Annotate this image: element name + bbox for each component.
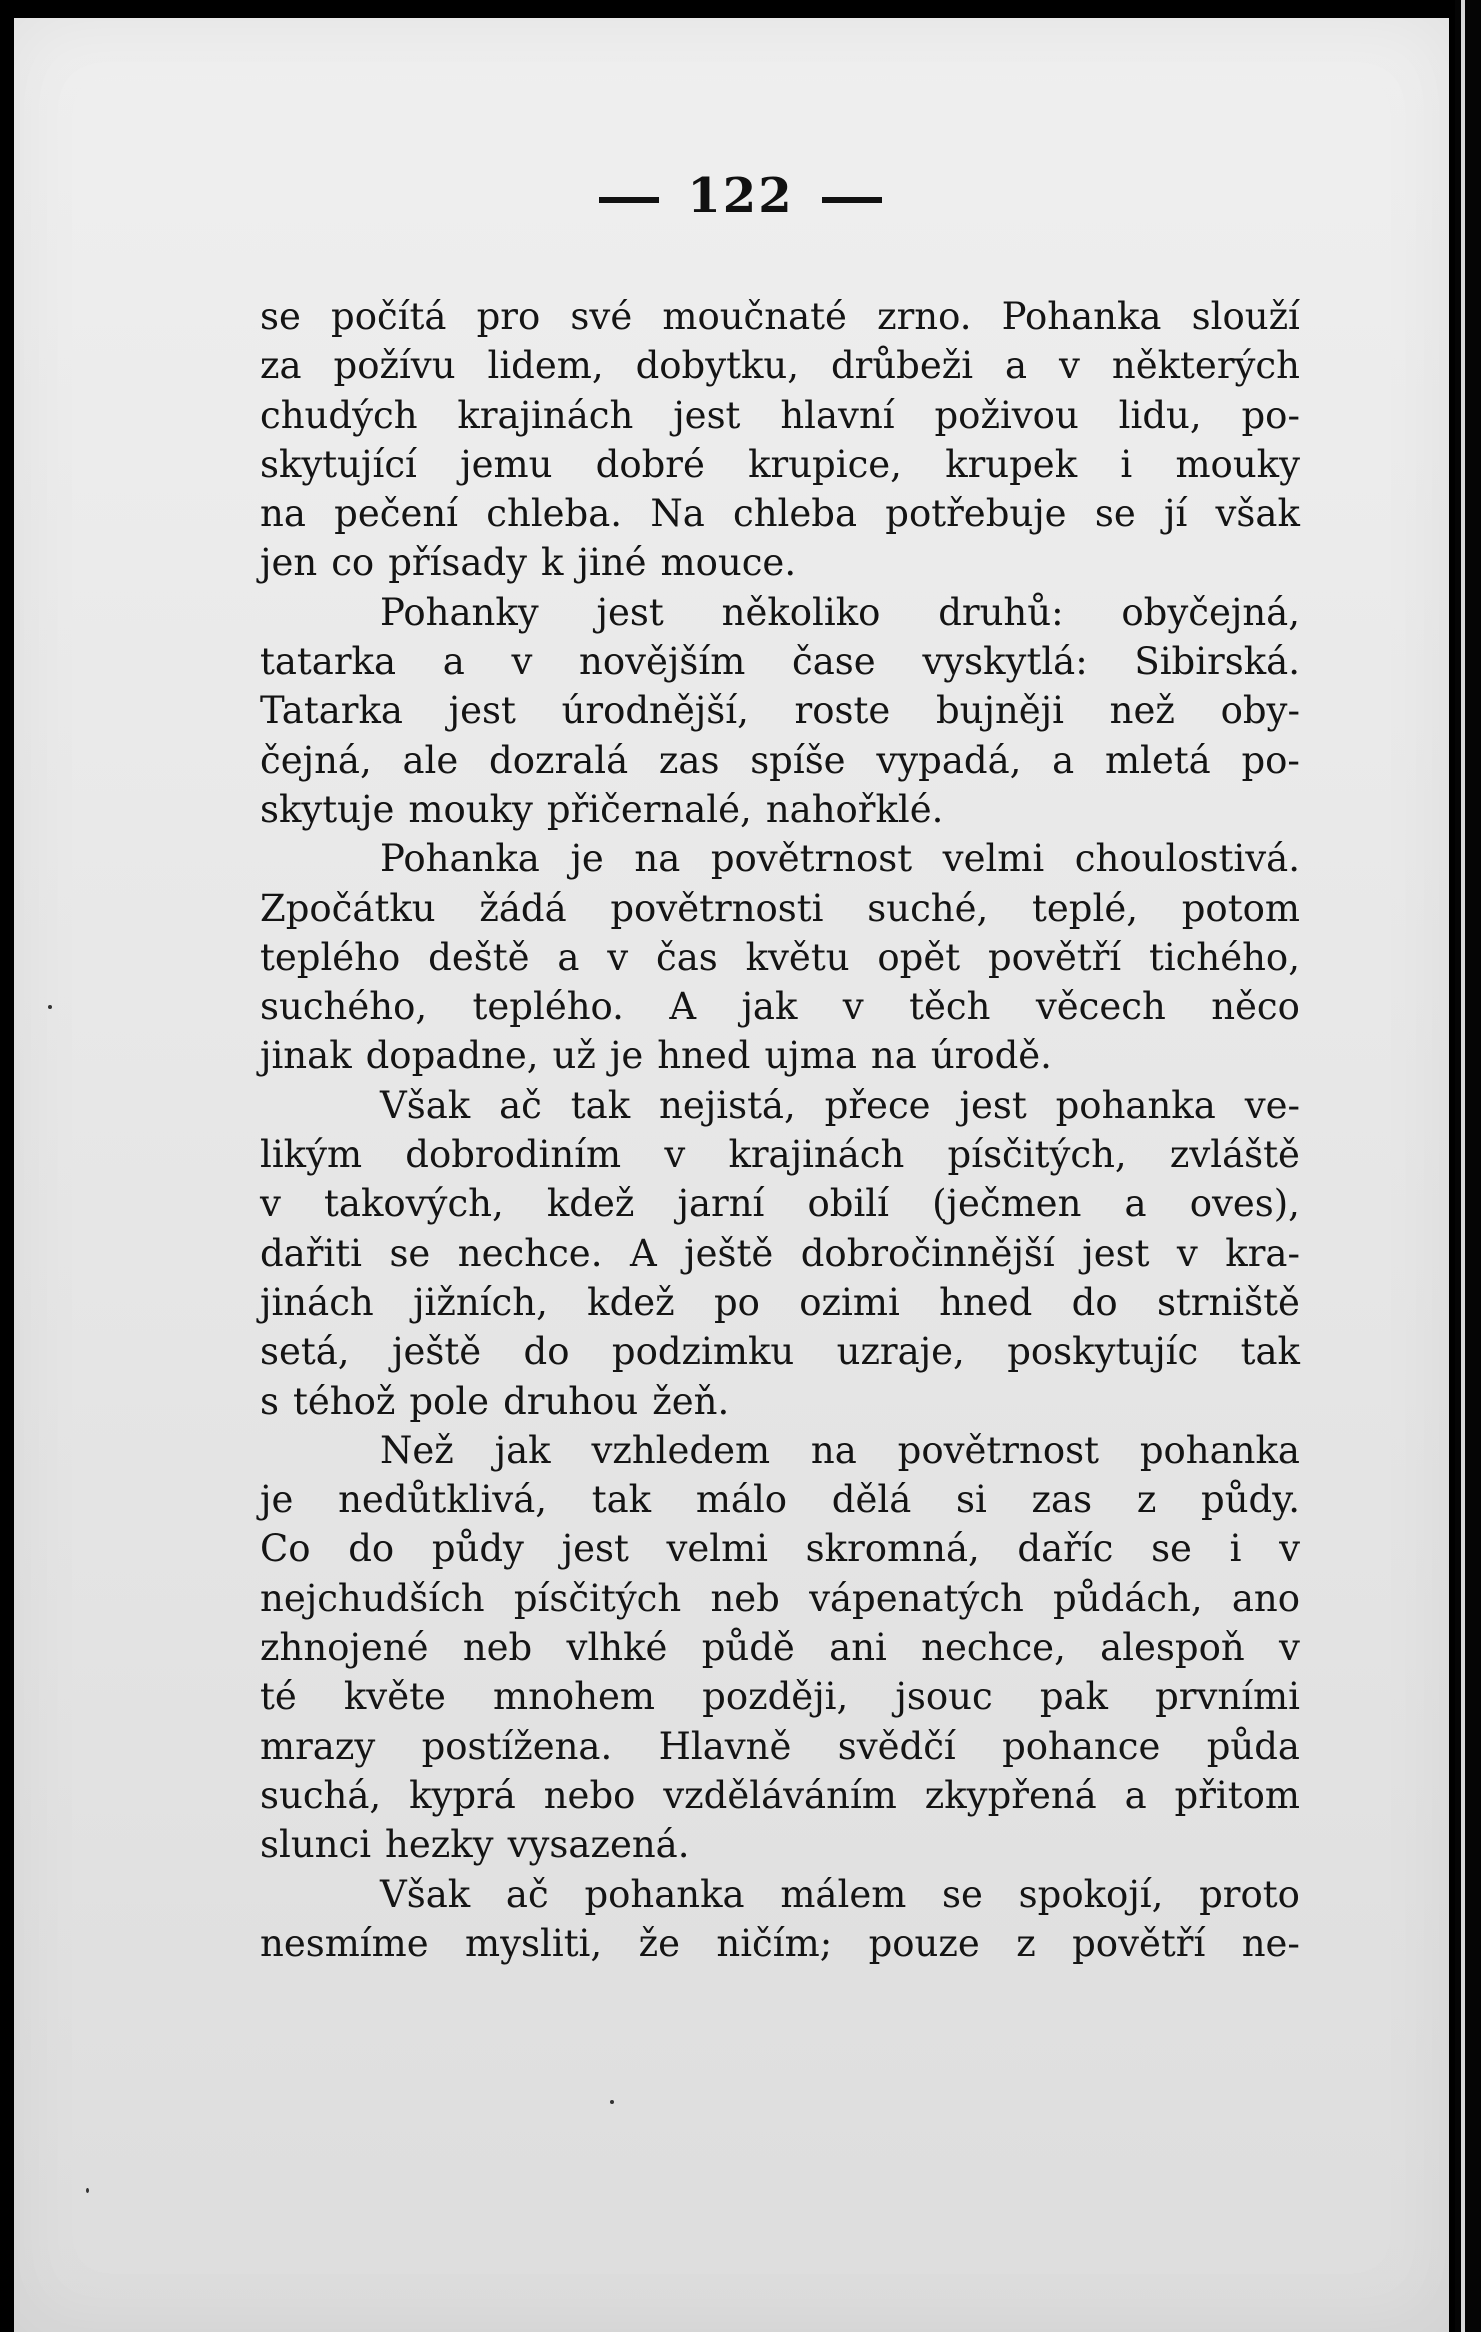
word: půdy bbox=[431, 1527, 524, 1571]
word: tak bbox=[591, 1478, 652, 1522]
word: teplého bbox=[260, 935, 401, 979]
word: Hlavně bbox=[658, 1724, 792, 1768]
word: své bbox=[570, 295, 633, 338]
word: deště bbox=[428, 935, 530, 979]
word: písčitých bbox=[513, 1576, 682, 1620]
word: jest bbox=[959, 1083, 1027, 1127]
word: některých bbox=[1111, 344, 1300, 388]
word: krajinách bbox=[728, 1133, 905, 1177]
text-line bbox=[260, 1870, 1300, 1919]
word: mletá bbox=[1104, 738, 1211, 782]
body-text bbox=[260, 292, 1300, 1968]
word: písčitých, bbox=[947, 1133, 1127, 1177]
word: ač bbox=[499, 1083, 542, 1127]
word: v bbox=[664, 1133, 686, 1177]
word: čase bbox=[791, 640, 876, 684]
word: skromná, bbox=[805, 1527, 980, 1571]
word: málo bbox=[695, 1478, 788, 1522]
word: jest bbox=[448, 689, 516, 733]
word: v bbox=[260, 1182, 281, 1226]
word: na bbox=[810, 1428, 857, 1472]
paper-speck bbox=[86, 2188, 89, 2193]
text-line bbox=[260, 588, 1300, 637]
word: a bbox=[557, 935, 580, 979]
word: těch bbox=[909, 985, 991, 1029]
word: po bbox=[713, 1280, 760, 1324]
word: poskytujíc bbox=[1007, 1330, 1199, 1374]
word: dobrodiním bbox=[405, 1133, 622, 1177]
word: ničím; bbox=[716, 1921, 833, 1965]
word: nedůtklivá, bbox=[338, 1478, 548, 1522]
word: obyčejná, bbox=[1121, 590, 1300, 634]
word: strniště bbox=[1156, 1280, 1300, 1324]
text-line bbox=[260, 1771, 1300, 1820]
word: chleba. bbox=[486, 492, 623, 536]
word: Pohanky bbox=[380, 590, 539, 634]
word: jinách bbox=[260, 1280, 374, 1324]
word: poživou bbox=[934, 393, 1079, 437]
word: hlavní bbox=[780, 393, 895, 437]
word: jak bbox=[741, 985, 798, 1029]
word: v bbox=[1176, 1231, 1198, 1275]
word: a bbox=[442, 640, 465, 684]
word: kyprá bbox=[409, 1773, 516, 1817]
word: suchého, bbox=[260, 985, 428, 1029]
word: přičernalé, bbox=[546, 787, 752, 831]
word: dařiti bbox=[260, 1231, 362, 1275]
word: v bbox=[511, 640, 533, 684]
word: velmi bbox=[942, 837, 1045, 881]
word: suchá, bbox=[260, 1773, 382, 1817]
word: Co bbox=[260, 1527, 311, 1571]
text-line bbox=[260, 1327, 1300, 1376]
word: na bbox=[634, 837, 681, 881]
word: mnohem bbox=[493, 1675, 656, 1719]
word: povětří bbox=[987, 935, 1122, 979]
word: květe bbox=[343, 1675, 446, 1719]
word: ještě bbox=[391, 1330, 482, 1374]
word: nejistá, bbox=[659, 1083, 796, 1127]
text-line bbox=[260, 1820, 1300, 1869]
word: bujněji bbox=[935, 689, 1064, 733]
word: něco bbox=[1211, 985, 1300, 1029]
word: pohanka bbox=[1139, 1428, 1300, 1472]
header-dash-right bbox=[822, 197, 882, 203]
word: novějším bbox=[579, 640, 746, 684]
word: alespoň bbox=[1100, 1626, 1245, 1670]
word: Pohanka bbox=[1001, 295, 1162, 338]
word: jarní bbox=[677, 1182, 765, 1226]
word: vlhké bbox=[566, 1626, 668, 1670]
word: zas bbox=[1031, 1478, 1093, 1522]
word: suché, bbox=[867, 886, 989, 930]
word: jak bbox=[494, 1428, 551, 1472]
word: Pohanka bbox=[380, 837, 540, 881]
page-number: 122 bbox=[687, 168, 794, 224]
word: drůbeži bbox=[830, 344, 974, 388]
word: teplé, bbox=[1032, 886, 1138, 930]
word: uzraje, bbox=[836, 1330, 965, 1374]
word: zas bbox=[658, 738, 720, 782]
text-line bbox=[260, 1475, 1300, 1524]
word: z bbox=[1136, 1478, 1157, 1522]
text-line bbox=[260, 1031, 1300, 1080]
word: ještě bbox=[684, 1231, 774, 1275]
word: opět bbox=[877, 935, 961, 979]
text-line bbox=[260, 933, 1300, 982]
word: ano bbox=[1231, 1576, 1300, 1620]
word: té bbox=[260, 1675, 297, 1719]
word: žádá bbox=[479, 886, 567, 930]
word: vzděláváním bbox=[663, 1773, 897, 1817]
word: je bbox=[609, 1034, 644, 1078]
text-line bbox=[260, 736, 1300, 785]
word: se bbox=[1151, 1527, 1192, 1571]
text-line bbox=[260, 785, 1300, 834]
word: však bbox=[1215, 492, 1300, 536]
text-line bbox=[260, 1919, 1300, 1968]
word: chleba bbox=[733, 492, 858, 536]
word: jižních, bbox=[413, 1280, 548, 1324]
word: přísady bbox=[388, 541, 528, 585]
word: hned bbox=[657, 1034, 751, 1078]
word: jemu bbox=[460, 442, 553, 486]
word: ozimi bbox=[799, 1280, 900, 1324]
word: Však bbox=[380, 1872, 471, 1916]
word: pole bbox=[409, 1379, 490, 1423]
word: skytující bbox=[260, 442, 417, 486]
word: ale bbox=[402, 738, 459, 782]
word: co bbox=[331, 541, 375, 585]
word: tichého, bbox=[1148, 935, 1300, 979]
word: vyskytlá: bbox=[922, 640, 1088, 684]
word: a bbox=[1052, 738, 1075, 782]
paper-speck bbox=[48, 1005, 52, 1009]
header-dash-left bbox=[599, 197, 659, 203]
word: potom bbox=[1181, 886, 1300, 930]
word: v bbox=[1279, 1626, 1300, 1670]
word: Však bbox=[380, 1083, 471, 1127]
word: přece bbox=[824, 1083, 931, 1127]
word: krajinách bbox=[457, 393, 634, 437]
word: zvláště bbox=[1169, 1133, 1300, 1177]
word: kra- bbox=[1225, 1231, 1300, 1275]
word: za bbox=[260, 344, 302, 388]
text-line bbox=[260, 391, 1300, 440]
text-line bbox=[260, 341, 1300, 390]
text-line bbox=[260, 489, 1300, 538]
word: Zpočátku bbox=[260, 886, 436, 930]
word: A bbox=[629, 1231, 657, 1275]
word: zhnojené bbox=[260, 1626, 429, 1670]
word: jiné bbox=[577, 541, 647, 585]
word: povětrnost bbox=[897, 1428, 1099, 1472]
word: nechce, bbox=[921, 1626, 1066, 1670]
word: po- bbox=[1241, 393, 1300, 437]
word: na bbox=[870, 1034, 917, 1078]
word: mysliti, bbox=[465, 1921, 603, 1965]
word: a bbox=[1005, 344, 1028, 388]
word: chudých bbox=[260, 393, 418, 437]
word: nahořklé. bbox=[765, 787, 944, 831]
word: vysazená. bbox=[507, 1823, 690, 1867]
word: moučnaté bbox=[662, 295, 847, 338]
word: krupek bbox=[945, 442, 1078, 486]
word: postížena. bbox=[421, 1724, 613, 1768]
word: pouze bbox=[868, 1921, 980, 1965]
word: vypadá, bbox=[876, 738, 1022, 782]
word: mrazy bbox=[260, 1724, 376, 1768]
text-line bbox=[260, 1278, 1300, 1327]
word: už bbox=[552, 1034, 596, 1078]
word: že bbox=[638, 1921, 680, 1965]
word: požívu bbox=[333, 344, 456, 388]
word: úrodnější, bbox=[561, 689, 749, 733]
word: roste bbox=[794, 689, 891, 733]
word: jest bbox=[596, 590, 664, 634]
word: podzimku bbox=[611, 1330, 795, 1374]
word: čas bbox=[655, 935, 718, 979]
word: ne- bbox=[1241, 1921, 1300, 1965]
text-line bbox=[260, 1722, 1300, 1771]
word: zrno. bbox=[877, 295, 972, 338]
word: Tatarka bbox=[260, 689, 403, 733]
text-line bbox=[260, 1179, 1300, 1228]
word: pak bbox=[1039, 1675, 1108, 1719]
word: mouky bbox=[408, 787, 533, 831]
word: jest bbox=[561, 1527, 629, 1571]
word: nesmíme bbox=[260, 1921, 429, 1965]
word: nebo bbox=[543, 1773, 636, 1817]
word: se bbox=[389, 1231, 431, 1275]
word: tak bbox=[570, 1083, 631, 1127]
word: Než bbox=[380, 1428, 454, 1472]
word: oby- bbox=[1220, 689, 1300, 733]
word: přitom bbox=[1174, 1773, 1300, 1817]
word: než bbox=[1109, 689, 1175, 733]
scan-right-edge bbox=[1455, 0, 1481, 2332]
word: nechce. bbox=[457, 1231, 603, 1275]
word: téhož bbox=[293, 1379, 396, 1423]
word: jinak bbox=[260, 1034, 352, 1078]
word: dopadne, bbox=[365, 1034, 539, 1078]
word: málem bbox=[780, 1872, 907, 1916]
word: zkypřená bbox=[924, 1773, 1097, 1817]
text-line bbox=[260, 292, 1300, 341]
word: půda bbox=[1206, 1724, 1300, 1768]
word: krupice, bbox=[748, 442, 902, 486]
word: lidu, bbox=[1118, 393, 1202, 437]
word: několiko bbox=[721, 590, 881, 634]
text-line bbox=[260, 686, 1300, 735]
word: daříc bbox=[1017, 1527, 1114, 1571]
word: druhů: bbox=[938, 590, 1064, 634]
word: se bbox=[1094, 492, 1136, 536]
word: tatarka bbox=[260, 640, 397, 684]
text-line bbox=[260, 1229, 1300, 1278]
word: pohance bbox=[1002, 1724, 1161, 1768]
word: neb bbox=[462, 1626, 533, 1670]
word: žeň. bbox=[652, 1379, 730, 1423]
word: neb bbox=[710, 1576, 780, 1620]
word: na bbox=[260, 492, 306, 536]
word: se bbox=[260, 295, 301, 338]
word: lidem, bbox=[487, 344, 604, 388]
word: povětrnost bbox=[710, 837, 913, 881]
word: pečení bbox=[334, 492, 459, 536]
word: spokojí, bbox=[1018, 1872, 1164, 1916]
word: vápenatých bbox=[809, 1576, 1024, 1620]
page-header bbox=[0, 168, 1481, 224]
word: v bbox=[1279, 1527, 1300, 1571]
text-line bbox=[260, 538, 1300, 587]
word: ani bbox=[829, 1626, 887, 1670]
text-line bbox=[260, 1524, 1300, 1573]
word: počítá bbox=[331, 295, 447, 338]
text-line bbox=[260, 1377, 1300, 1426]
word: druhou bbox=[503, 1379, 639, 1423]
word: ve- bbox=[1244, 1083, 1300, 1127]
word: pohanka bbox=[584, 1872, 745, 1916]
text-line bbox=[260, 1130, 1300, 1179]
word: ač bbox=[505, 1872, 549, 1916]
text-line bbox=[260, 1623, 1300, 1672]
text-line bbox=[260, 834, 1300, 883]
word: i bbox=[1120, 442, 1133, 486]
word: po- bbox=[1241, 738, 1300, 782]
word: ujma bbox=[764, 1034, 857, 1078]
word: (ječmen bbox=[932, 1182, 1082, 1226]
word: Sibirská. bbox=[1134, 640, 1300, 684]
word: jest bbox=[1082, 1231, 1150, 1275]
word: pro bbox=[476, 295, 541, 338]
word: půdy. bbox=[1201, 1478, 1300, 1522]
word: potřebuje bbox=[885, 492, 1067, 536]
word: dělá bbox=[831, 1478, 912, 1522]
text-line bbox=[260, 1426, 1300, 1475]
word: dozralá bbox=[489, 738, 629, 782]
word: dobročinnější bbox=[800, 1231, 1055, 1275]
word: dobytku, bbox=[635, 344, 799, 388]
word: obilí bbox=[807, 1182, 889, 1226]
text-line bbox=[260, 440, 1300, 489]
word: je bbox=[260, 1478, 294, 1522]
word: hned bbox=[939, 1280, 1033, 1324]
word: mouce. bbox=[660, 541, 797, 585]
word: slunci bbox=[260, 1823, 372, 1867]
word: povětrnosti bbox=[610, 886, 824, 930]
word: skytuje bbox=[260, 787, 395, 831]
word: proto bbox=[1199, 1872, 1300, 1916]
text-line bbox=[260, 982, 1300, 1031]
word: je bbox=[570, 837, 604, 881]
word: A bbox=[669, 985, 697, 1029]
word: květu bbox=[745, 935, 850, 979]
word: kdež bbox=[587, 1280, 675, 1324]
word: choulostivá. bbox=[1074, 837, 1300, 881]
word: jí bbox=[1163, 492, 1188, 536]
word: i bbox=[1229, 1527, 1242, 1571]
text-line bbox=[260, 637, 1300, 686]
word: čejná, bbox=[260, 738, 372, 782]
word: úrodě. bbox=[930, 1034, 1052, 1078]
word: s bbox=[260, 1379, 279, 1423]
word: půdách, bbox=[1053, 1576, 1203, 1620]
word: mouky bbox=[1175, 442, 1300, 486]
word: slouží bbox=[1191, 295, 1300, 338]
word: jest bbox=[673, 393, 741, 437]
word: kdež bbox=[546, 1182, 635, 1226]
word: dobré bbox=[595, 442, 705, 486]
word: spíše bbox=[750, 738, 846, 782]
word: vzhledem bbox=[591, 1428, 771, 1472]
word: setá, bbox=[260, 1330, 350, 1374]
word: nejchudších bbox=[260, 1576, 485, 1620]
word: povětří bbox=[1072, 1921, 1206, 1965]
word: k bbox=[541, 541, 564, 585]
word: a bbox=[1124, 1773, 1147, 1817]
word: v bbox=[1059, 344, 1080, 388]
word: pohanka bbox=[1055, 1083, 1216, 1127]
word: tak bbox=[1240, 1330, 1300, 1374]
text-line bbox=[260, 1672, 1300, 1721]
word: takových, bbox=[324, 1182, 504, 1226]
word: velmi bbox=[666, 1527, 769, 1571]
word: jen bbox=[260, 541, 318, 585]
word: do bbox=[523, 1330, 570, 1374]
word: teplého. bbox=[472, 985, 624, 1029]
word: v bbox=[607, 935, 629, 979]
word: do bbox=[348, 1527, 395, 1571]
word: z bbox=[1016, 1921, 1036, 1965]
scan-edge-line bbox=[1461, 0, 1465, 2332]
word: v bbox=[842, 985, 864, 1029]
word: se bbox=[942, 1872, 983, 1916]
word: do bbox=[1071, 1280, 1118, 1324]
word: věcech bbox=[1035, 985, 1166, 1029]
text-line bbox=[260, 1574, 1300, 1623]
word: likým bbox=[260, 1133, 363, 1177]
text-line bbox=[260, 884, 1300, 933]
word: hezky bbox=[385, 1823, 494, 1867]
word: svědčí bbox=[837, 1724, 956, 1768]
word: prvními bbox=[1155, 1675, 1300, 1719]
text-line bbox=[260, 1081, 1300, 1130]
word: později, bbox=[702, 1675, 849, 1719]
word: půdě bbox=[701, 1626, 795, 1670]
word: si bbox=[956, 1478, 987, 1522]
word: jsouc bbox=[895, 1675, 993, 1719]
word: oves), bbox=[1189, 1182, 1300, 1226]
word: Na bbox=[650, 492, 705, 536]
word: a bbox=[1124, 1182, 1147, 1226]
paper-speck bbox=[610, 2100, 614, 2104]
